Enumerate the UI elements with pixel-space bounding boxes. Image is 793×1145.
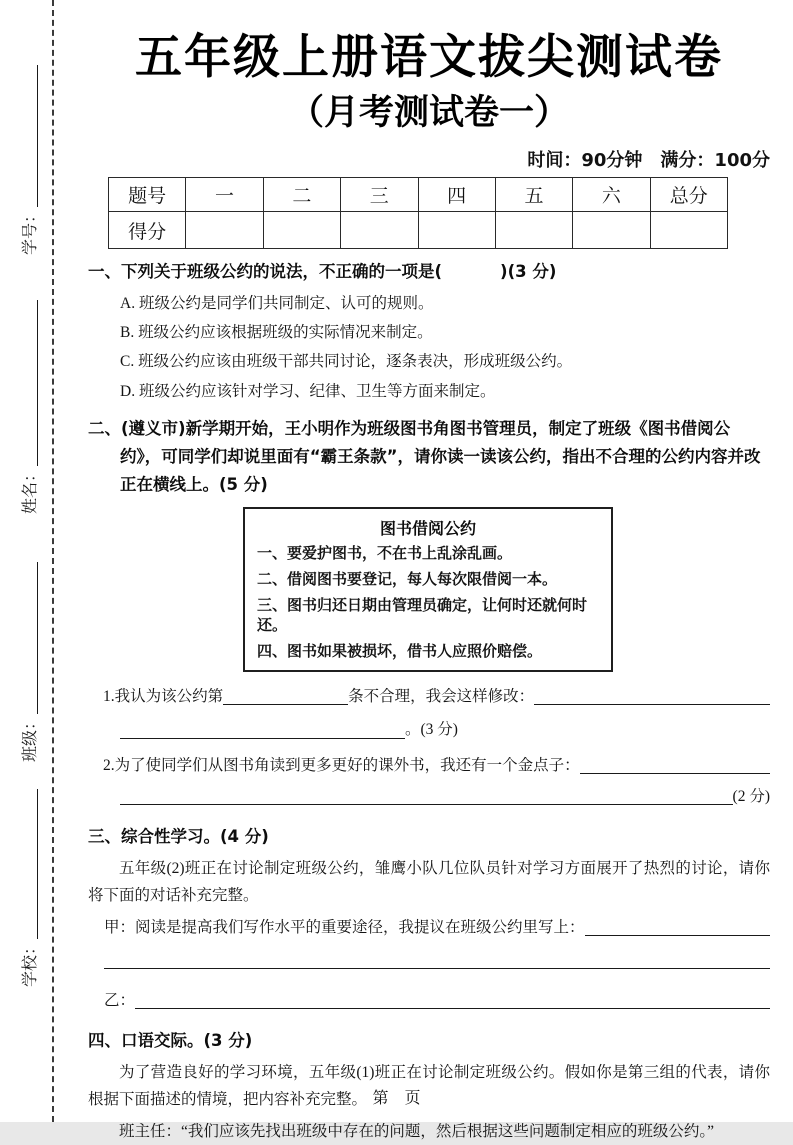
question-1-stem-post: )(3 分) — [500, 262, 557, 282]
score-table-header-cell: 五 — [495, 178, 572, 212]
score-table-header-cell: 总分 — [650, 178, 727, 212]
library-notice-box — [243, 507, 613, 673]
student-id-write-line[interactable] — [37, 65, 38, 207]
answer-blank-jia[interactable] — [585, 935, 770, 936]
page-title: 五年级上册语文拔尖测试卷 — [135, 30, 723, 85]
question-4-intro: 为了营造良好的学习环境，五年级(1)班正在讨论制定班级公约。假如你是第三组的代表，请你根据下面描述的情境，把内容补充完整。 — [88, 1064, 770, 1109]
page-subtitle: （月考测试卷一） — [288, 93, 569, 134]
student-name-write-line[interactable] — [37, 300, 38, 466]
score-table-header-cell: 三 — [341, 178, 418, 212]
class-label: 班级： — [22, 713, 39, 762]
notice-rule: 二、借阅图书要登记，每人每次限借阅一本。 — [257, 572, 558, 589]
score-cell[interactable] — [186, 212, 263, 249]
notice-rule: 四、图书如果被损坏，借书人应照价赔偿。 — [257, 643, 543, 660]
student-name-label: 姓名： — [22, 465, 39, 514]
class-write-line[interactable] — [37, 562, 38, 714]
page-number: 第 页 — [372, 1090, 421, 1107]
notice-rule: 三、图书归还日期由管理员确定，让何时还就何时还。 — [257, 598, 588, 634]
option-d[interactable]: D. 班级公约应该针对学习、纪律、卫生等方面来制定。 — [120, 382, 496, 400]
score-cell[interactable] — [341, 212, 418, 249]
question-2 — [88, 415, 770, 809]
notice-rule: 一、要爱护图书，不在书上乱涂乱画。 — [257, 546, 513, 563]
question-1-stem-pre: 一、下列关于班级公约的说法，不正确的一项是( — [88, 262, 443, 282]
answer-blank-idea[interactable] — [580, 773, 770, 774]
answer-blank-jia-continued[interactable] — [104, 968, 770, 969]
seal-dashed-line — [52, 0, 54, 1122]
score-table-header-cell: 四 — [418, 178, 495, 212]
sub-1-text-pre: 1.我认为该公约第 — [103, 688, 224, 706]
school-label: 学校： — [22, 938, 39, 987]
answer-blank-revision[interactable] — [534, 704, 770, 705]
question-2-sub-1 — [103, 685, 770, 709]
question-2-sub-2-continuation — [120, 785, 770, 809]
score-table-header-cell: 题号 — [109, 178, 186, 212]
question-1-stem — [88, 260, 770, 285]
score-table — [108, 177, 728, 249]
answer-blank-idea-continued[interactable] — [120, 804, 733, 805]
school-write-line[interactable] — [37, 789, 38, 939]
question-3 — [88, 825, 770, 1013]
sub-2-text-pre: 2.为了使同学们从图书角读到更多更好的课外书，我还有一个金点子： — [103, 756, 580, 774]
dialogue-yi-text: 乙： — [104, 991, 136, 1009]
answer-blank-rule-number[interactable] — [223, 704, 348, 705]
answer-blank-yi[interactable] — [135, 1008, 770, 1009]
sub-1-text-mid: 条不合理，我会这样修改： — [348, 688, 535, 706]
score-table-header-row — [109, 178, 728, 212]
question-1 — [88, 260, 770, 402]
question-3-heading: 三、综合性学习。(4 分) — [88, 826, 269, 846]
option-a[interactable]: A. 班级公约是同学们共同制定、认可的规则。 — [120, 294, 434, 312]
question-3-intro: 五年级(2)班正在讨论制定班级公约，雏鹰小队几位队员针对学习方面展开了热烈的讨论，请你将下面的对话补充完整。 — [88, 860, 770, 905]
school-field — [14, 789, 42, 987]
dialogue-yi-line — [104, 989, 770, 1013]
score-cell[interactable] — [418, 212, 495, 249]
teacher-quote: 班主任：“我们应该先找出班级中存在的问题，然后根据这些问题制定相应的班级公约。” — [119, 1122, 715, 1140]
score-table-score-row — [109, 212, 728, 249]
exam-content — [88, 0, 770, 1145]
option-c[interactable]: C. 班级公约应该由班级干部共同讨论，逐条表决，形成班级公约。 — [120, 353, 573, 371]
exam-time-score-info: 时间：90分钟 满分：100分 — [527, 150, 770, 172]
score-cell[interactable] — [263, 212, 340, 249]
question-2-sub-2 — [103, 754, 770, 778]
score-cell[interactable] — [495, 212, 572, 249]
dialogue-jia-text: 甲：阅读是提高我们写作水平的重要途径，我提议在班级公约里写上： — [104, 918, 585, 936]
student-id-field — [14, 65, 42, 255]
option-b[interactable]: B. 班级公约应该根据班级的实际情况来制定。 — [120, 324, 433, 342]
score-row-label: 得分 — [109, 212, 186, 249]
dialogue-jia-line — [104, 916, 770, 940]
score-table-header-cell: 六 — [573, 178, 650, 212]
student-name-field — [14, 300, 42, 514]
score-table-header-cell: 一 — [186, 178, 263, 212]
sub-1-score: 。(3 分) — [405, 721, 458, 739]
answer-blank-revision-continued[interactable] — [120, 738, 405, 739]
dialogue-jia-continuation — [104, 968, 770, 973]
question-4-heading: 四、口语交际。(3 分) — [88, 1030, 253, 1050]
sub-2-score: (2 分) — [732, 787, 770, 805]
question-2-sub-1-continuation — [120, 718, 770, 742]
score-cell[interactable] — [650, 212, 727, 249]
question-2-stem: 二、(遵义市)新学期开始，王小明作为班级图书角图书管理员，制定了班级《图书借阅公约》，可同学们却说里面有“霸王条款”，请你读一读该公约，指出不合理的公约内容并改正在横线上。(5 分) — [88, 418, 761, 494]
score-cell[interactable] — [573, 212, 650, 249]
student-id-label: 学号： — [22, 206, 39, 255]
score-table-header-cell: 二 — [263, 178, 340, 212]
class-field — [14, 562, 42, 762]
notice-title: 图书借阅公约 — [379, 518, 476, 538]
